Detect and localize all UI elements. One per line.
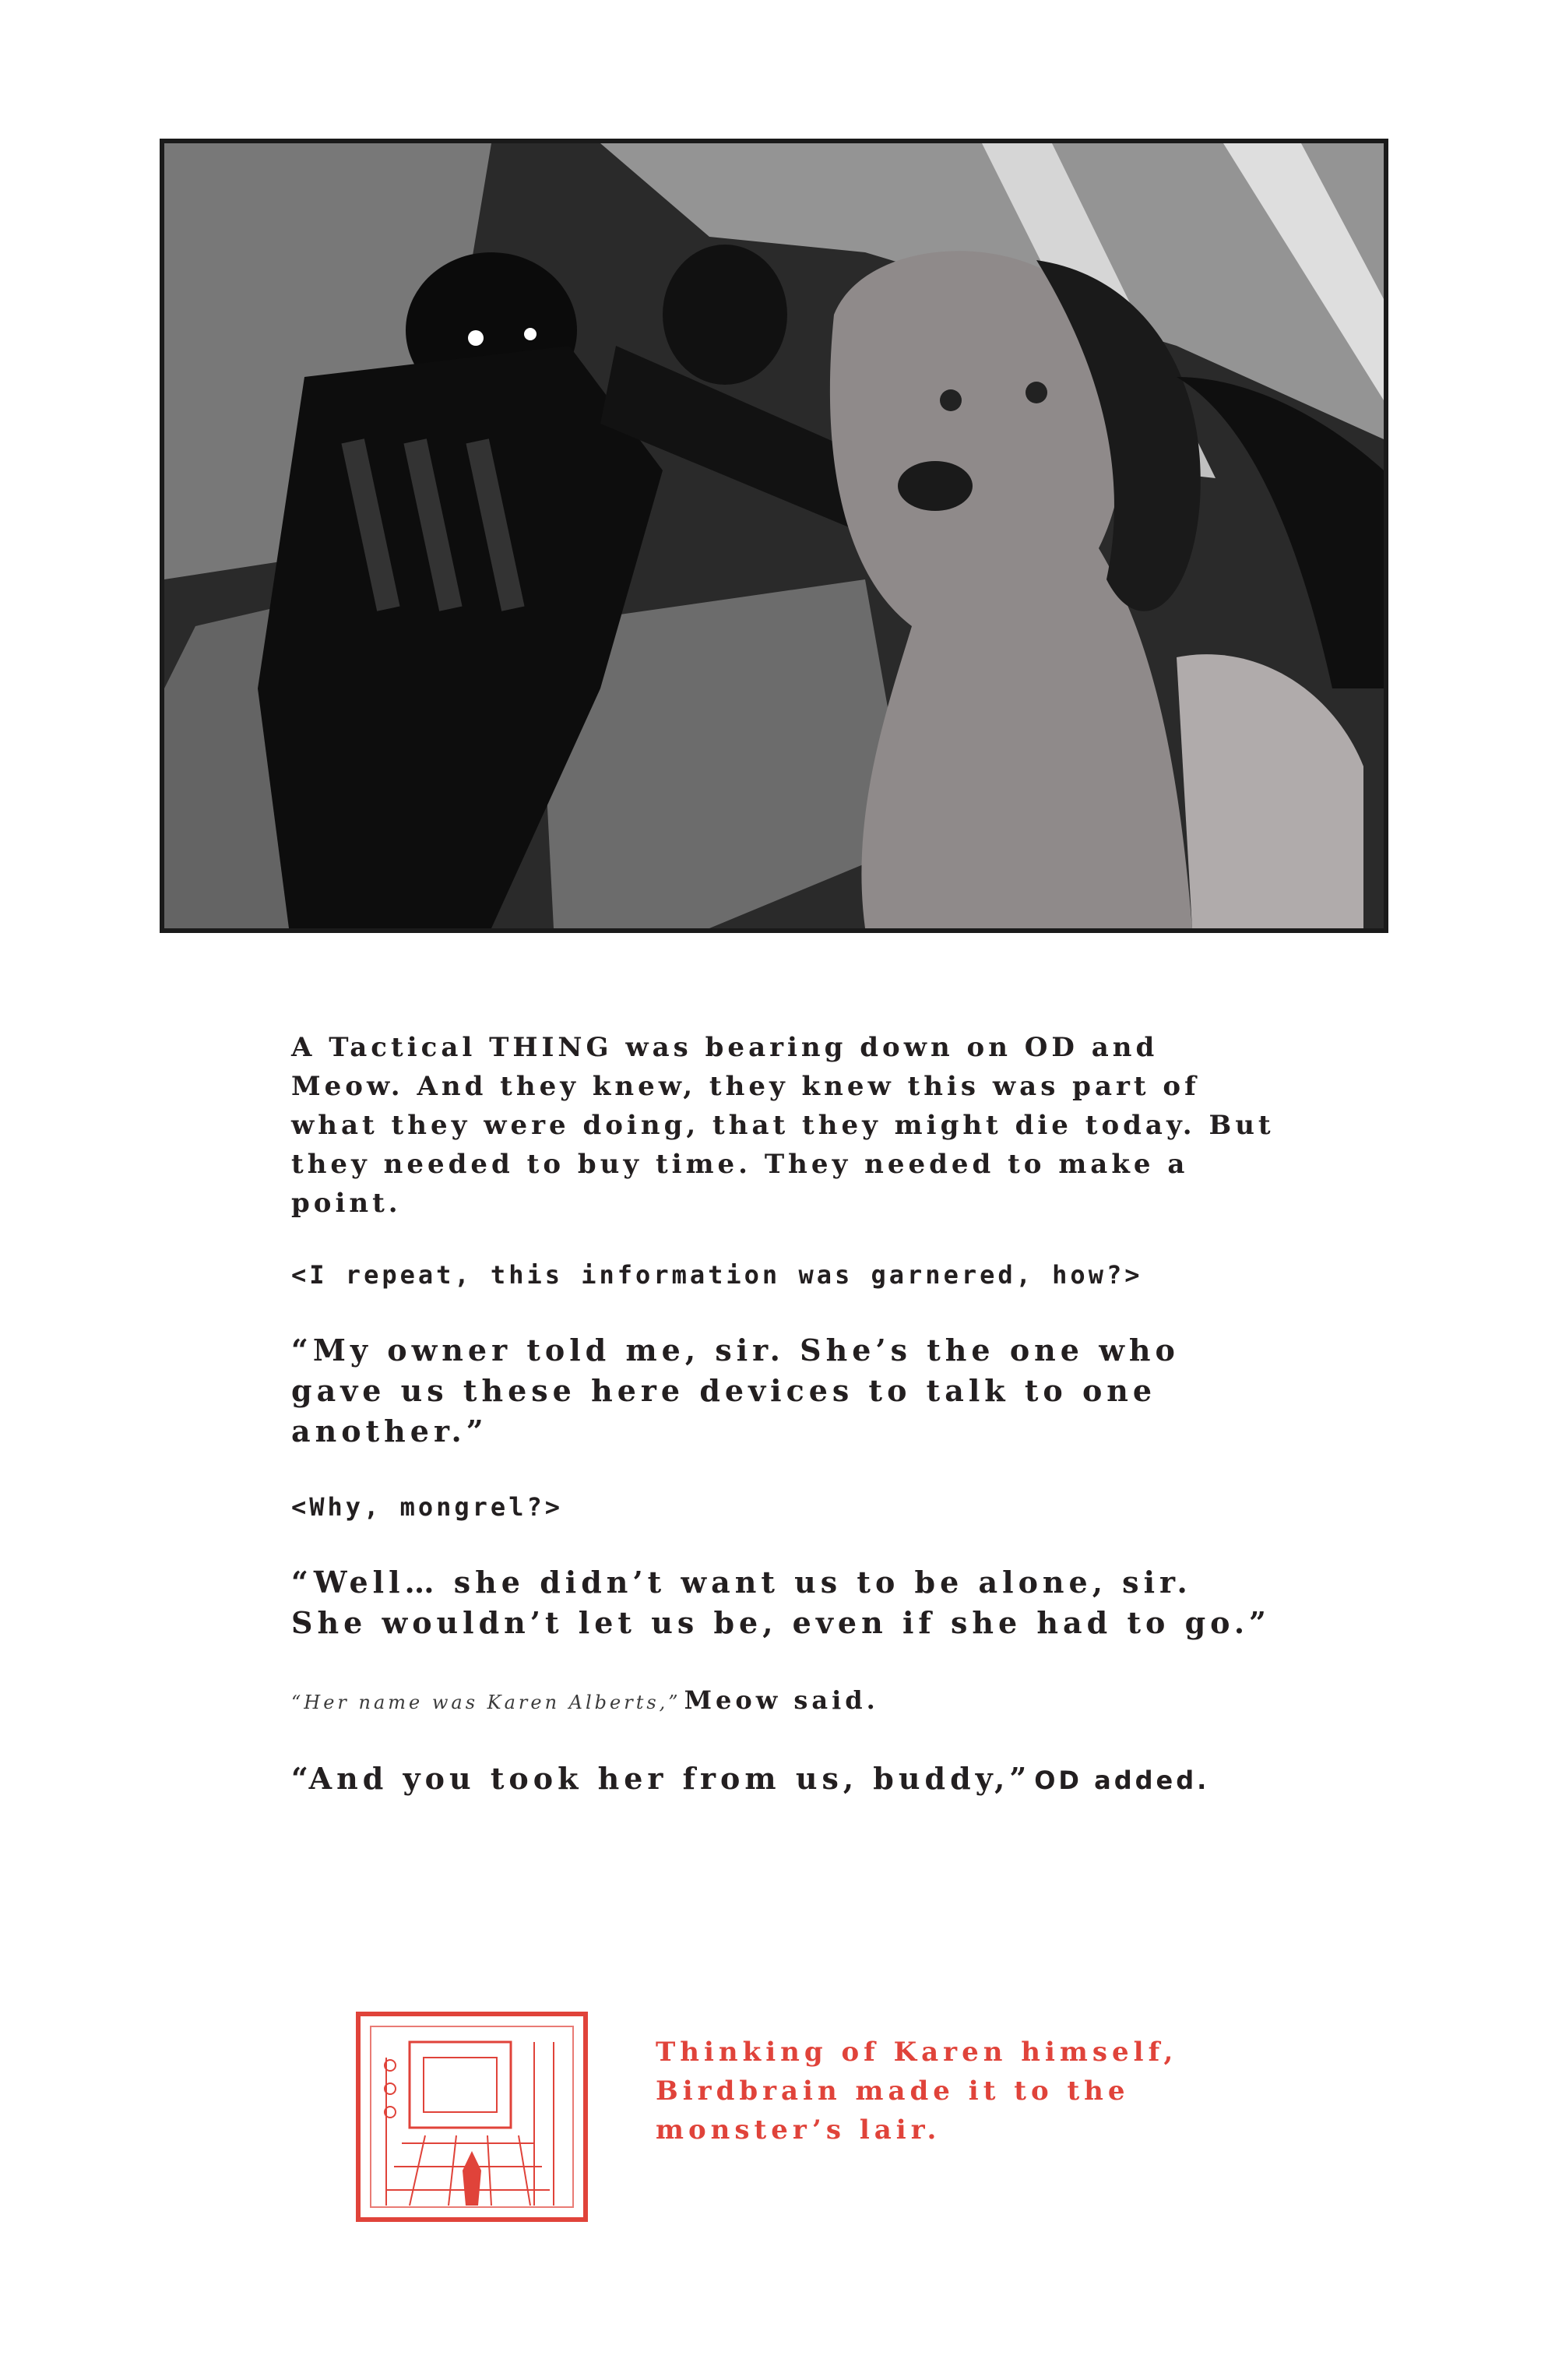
thing-dialogue-1: <I repeat, this information was garnered, how?> xyxy=(291,1260,1143,1290)
thing-dialogue-2: <Why, mongrel?> xyxy=(291,1492,563,1522)
robot-and-dog-illustration xyxy=(164,143,1384,928)
meow-speaker-tag: Meow said. xyxy=(684,1685,879,1715)
narration-paragraph: A Tactical THING was bearing down on OD and Meow. And they knew, they knew this was part of what they were doing, that they might die today. But they needed to buy time. They needed to make a point. xyxy=(291,1032,1275,1219)
lair-stamp-icon xyxy=(355,2011,589,2223)
stamp-sketch xyxy=(355,2011,589,2223)
od-speaker-tag: OD added. xyxy=(1034,1766,1210,1795)
illustration-panel xyxy=(160,139,1388,933)
meow-dialogue xyxy=(291,1681,1280,1725)
od-dialogue-3 xyxy=(291,1759,1280,1805)
od-dialogue-2: “Well… she didn’t want us to be alone, sir. She wouldn’t let us be, even if she had to go.” xyxy=(291,1565,1271,1640)
stamp-caption: Thinking of Karen himself, Birdbrain made it to the monster’s lair. xyxy=(656,2037,1178,2146)
od-dialogue-1: “My owner told me, sir. She’s the one who gave us these here devices to talk to one another.” xyxy=(291,1333,1180,1449)
story-text xyxy=(291,1028,1280,1840)
meow-quote: “Her name was Karen Alberts,” xyxy=(291,1692,681,1713)
od-quote: “And you took her from us, buddy,” xyxy=(291,1761,1032,1796)
